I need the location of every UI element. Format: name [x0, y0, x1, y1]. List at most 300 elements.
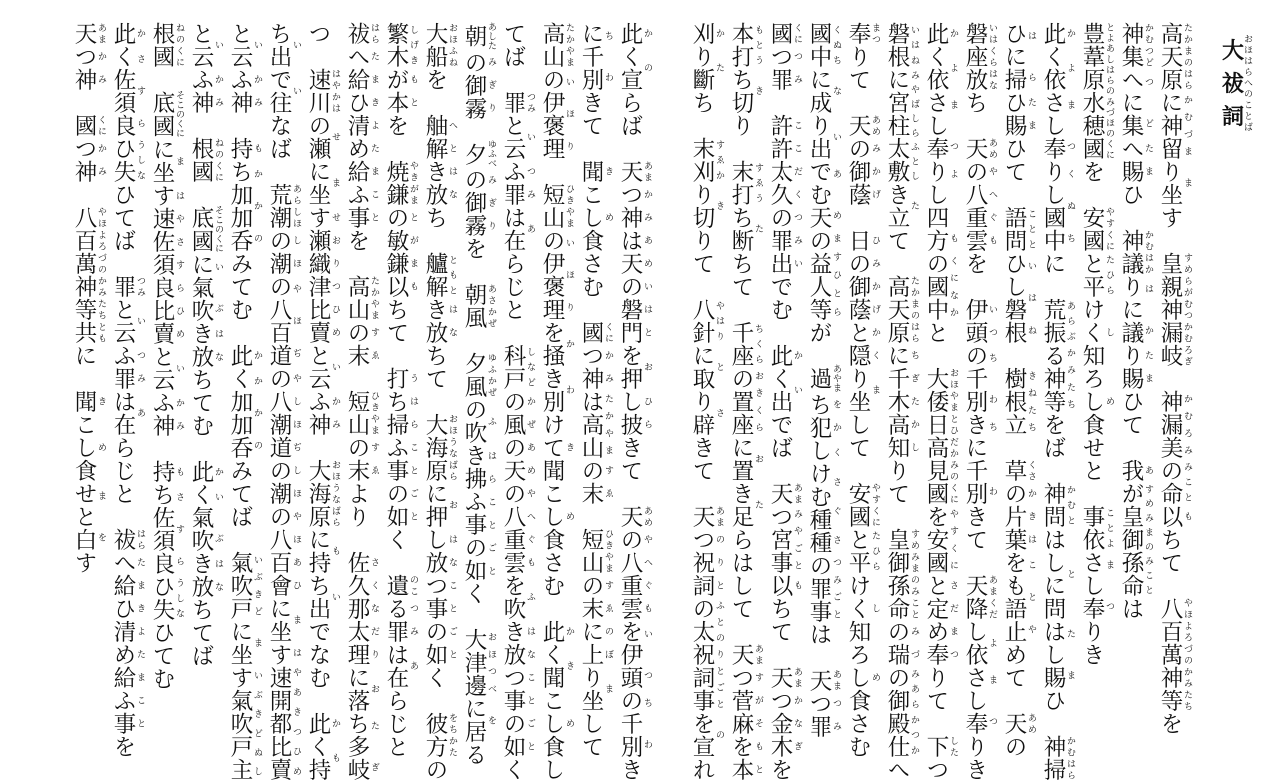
furigana-word: 繁木 しげき	[383, 22, 418, 68]
furigana-word: く聞 き	[539, 643, 574, 689]
furigana-word: の如 ごと	[461, 536, 496, 583]
text-line: 天 あまつ神 かみ 國 くにつ神 かみ 八百萬神等共 やほよろづのかみたちともに 聞 きこし食 めせと白 まをす	[71, 22, 106, 574]
furigana-word: 八百萬神等共 やほよろづのかみたちとも	[71, 206, 106, 344]
furigana-word: き足 た	[728, 482, 763, 528]
furigana-word: ち出 い	[266, 22, 301, 68]
furigana-word: 罪 つみ	[110, 275, 145, 298]
furigana-word: つ金木 かなぎ	[767, 689, 802, 758]
furigana-word: の御霧 みぎり	[461, 168, 496, 238]
furigana-word: ふ罪 つみ	[500, 160, 535, 206]
furigana-word: 天 あま	[767, 666, 802, 689]
text-line: 大船 おほふねを 舳解 へとき放 はなち 艫解 ともとき放 はなちて 大海原 おほうなばらに押 おし放 はなつ事 ことの如 ごとく 彼方 をちかたの	[422, 22, 457, 781]
furigana-word: に置 お	[728, 436, 763, 482]
furigana-word: く加加呑 かかの	[227, 367, 262, 459]
furigana-word: さし奉 まつ	[962, 666, 997, 735]
furigana-word: 下 した	[923, 735, 958, 758]
furigana-word: ふ神 かみ	[227, 68, 262, 114]
furigana-word: に氣吹 いぶ	[188, 253, 223, 323]
furigana-word: 出 い	[767, 252, 802, 275]
furigana-word: さし奉 まつ	[1079, 551, 1114, 620]
furigana-word: す瀬織津比賣 せおりつひめ	[305, 206, 340, 344]
furigana-word: つ神 かみ	[617, 183, 652, 229]
furigana-word: の如 ごと	[383, 482, 418, 528]
furigana-word: の末 すゑ	[344, 436, 379, 482]
furigana-word: の磐門 いはと	[617, 275, 652, 344]
furigana-word: 過 あやま	[806, 364, 841, 393]
furigana-word: は天 あめ	[617, 229, 652, 275]
furigana-word: は在 あ	[500, 206, 535, 252]
furigana-word: と云 い	[188, 22, 223, 68]
furigana-word: 天 あま	[617, 160, 652, 183]
furigana-word: つ罪 つみ	[806, 691, 841, 738]
furigana-word: の命 みこと	[1157, 459, 1192, 505]
furigana-word: 打 う	[383, 367, 418, 390]
furigana-word: こし食 め	[539, 689, 574, 758]
furigana-word: き放 はな	[188, 322, 223, 369]
furigana-word: り出 い	[806, 114, 841, 160]
furigana-word: 底國 そこのくに	[149, 90, 184, 139]
furigana-word: 短山 ひきやま	[539, 183, 574, 229]
furigana-word: は高山 たかやま	[578, 390, 613, 459]
furigana-word: へ給 たま	[344, 45, 379, 91]
furigana-word: つ罪 つみ	[767, 45, 802, 91]
furigana-word: ふ事 こと	[383, 436, 418, 482]
furigana-word: 草 くさ	[1001, 459, 1036, 482]
furigana-word: 國中 くぬち	[806, 22, 841, 68]
page-title	[1216, 34, 1253, 133]
furigana-word: ち断 た	[728, 206, 763, 252]
furigana-word: が皇御孫命 すめみまのみこと	[1118, 482, 1153, 597]
furigana-word: の片葉 かきは	[1001, 482, 1036, 551]
furigana-word: 大船 おほふね	[422, 22, 457, 68]
furigana-word: の天 あめ	[500, 436, 535, 482]
furigana-word: さし奉 まつ	[923, 91, 958, 160]
furigana-word: 持 も	[149, 460, 184, 484]
furigana-word: 大海原 おほうなばら	[305, 459, 340, 528]
furigana-word: 此 か	[1040, 22, 1075, 45]
furigana-word: の伊褒理 いほり	[539, 68, 574, 160]
furigana-word: 國 くに	[578, 321, 613, 344]
text-line: てば 罪 つみと云 いふ罪 つみは在 あらじと 科戸 しなどの風 かぜの天 あめの八重雲 やへぐもを吹 ふき放 はなつ事 ことの如 ごとく	[500, 22, 535, 781]
text-line: 朝 あしたの御霧 みぎり 夕 ゆふべの御霧 みぎりを 朝風 あさかぜ 夕風 ゆふかぜの吹 ふき拂 はらふ事 ことの如 ごとく 大津邊 おほつべに居 をる	[461, 22, 496, 767]
text-line: 磐根 いはねに宮柱太敷 みやばしらふとしき立 たて 高天原 たかまのはらに千木高知 ちぎたかしりて 皇御孫命 すめみまのみことの瑞 みづの御殿仕 みあらかつかへ	[884, 22, 919, 781]
furigana-word: ひ清 きよ	[344, 91, 379, 137]
furigana-word: り切 き	[689, 183, 724, 229]
furigana-word: を掻 か	[539, 321, 574, 367]
furigana-word: に宮柱太敷 みやばしらふとし	[884, 68, 919, 183]
furigana-word: に千別 ちわ	[578, 22, 613, 91]
furigana-word: ひ清 きよ	[110, 597, 145, 643]
furigana-word: に落 お	[344, 666, 379, 712]
furigana-word: に押 お	[422, 482, 457, 528]
furigana-word: 天 あめ	[845, 114, 880, 137]
furigana-word: き放 はな	[422, 160, 457, 206]
title-text: 大祓詞	[1218, 34, 1244, 133]
furigana-word: けて聞 き	[539, 413, 574, 482]
furigana-word: ち多岐 たぎ	[344, 712, 379, 781]
furigana-word: 八百萬神等 やほよろづのかみたち	[1157, 597, 1192, 712]
furigana-word: ち出 い	[305, 574, 340, 620]
furigana-word: つ神 かみ	[578, 344, 613, 390]
furigana-word: す速開都比賣 はやあきつひめ	[266, 643, 301, 781]
furigana-word: 大海原 おほうなばら	[422, 413, 457, 482]
furigana-word: 舳解 へと	[422, 114, 457, 160]
furigana-word: ち切 き	[728, 68, 763, 114]
furigana-word: りし國中 くぬち	[1040, 160, 1075, 252]
furigana-word: こし食 め	[71, 413, 106, 482]
furigana-word: 此 か	[767, 344, 802, 367]
furigana-word: き立 た	[884, 183, 919, 229]
furigana-word: に居 を	[461, 697, 496, 744]
furigana-word: けく知 し	[845, 574, 880, 643]
furigana-word: 神問 かむと	[1040, 482, 1075, 528]
furigana-word: の太祝詞事 ふとのりとごと	[689, 597, 724, 712]
furigana-word: けく知 し	[1079, 298, 1114, 367]
furigana-word: り賜 たま	[1118, 344, 1153, 390]
text-line: 國中 くぬちに成 なり出 いでむ天 あめの益人等 ますひとらが 過 あやまち犯 をかしけむ種種 くさぐさの罪事 つみごとは 天 あまつ罪 つみ	[806, 22, 841, 738]
furigana-word: 以 も	[383, 275, 418, 298]
furigana-word: の末 すゑ	[344, 321, 379, 367]
furigana-word: 科戸 しなど	[500, 344, 535, 390]
furigana-word: 神集 かむつど	[1118, 22, 1153, 68]
furigana-word: 末刈 すゑか	[689, 137, 724, 183]
furigana-word: つ宮事 みやごと	[767, 505, 802, 574]
furigana-word: こし食 め	[578, 183, 613, 252]
text-line: 磐座放 いはくらはなち 天 あめの八重雲 やへぐもを 伊頭 いつの千別 ちわきに千別 ちわきて 天降 あまくだし依 よさし奉 まつりき	[962, 22, 997, 781]
furigana-word: 天降 あまくだ	[962, 574, 997, 620]
furigana-word: ふ事 こと	[461, 490, 496, 537]
text-line: と云 いふ神 かみ 根國 ねのくに 底國 そこのくにに氣吹 いぶき放 はなちてむ 此 かく氣吹 いぶき放 はなちてば	[188, 22, 223, 668]
text-line: 此 かく佐須良 さすらひ失 うしなひてば 罪 つみと云 いふ罪 つみは在 あらじと 祓 はらへ給 たまひ清 きよめ給 たまふ事 ことを	[110, 22, 145, 758]
furigana-word: と云 い	[227, 22, 262, 68]
furigana-word: 豊葦原水穂國 とよあしはらのみづほのくに	[1079, 22, 1114, 160]
text-line: に千別 ちわきて 聞 きこし食 めさむ 國 くにつ神 かみは高山 たかやまの末 すゑ 短山 ひきやまの末 すゑに上 のぼり坐 まして	[578, 22, 613, 758]
text-line: 根國 ねのくに 底國 そこのくにに坐 ます速佐須良比賣 はやさすらひめと云 いふ神 かみ 持 もち佐須良 さすらひ失 うしなひてむ	[149, 22, 184, 691]
furigana-word: 短山 ひきやま	[578, 528, 613, 574]
furigana-word: 此 か	[305, 712, 340, 735]
furigana-word: と云 い	[110, 298, 145, 344]
text-line: と云 いふ神 かみ 持 もち加加呑 かかのみてむ 此 かく加加呑 かかのみてば 氣吹戸 いぶきどに坐 ます氣吹戸主 いぶきどぬし	[227, 22, 262, 781]
furigana-word: の八重雲 やへぐも	[617, 528, 652, 620]
furigana-word: 我 あ	[1118, 459, 1153, 482]
furigana-word: く佐須良 さすら	[110, 45, 145, 137]
furigana-word: と云 い	[305, 344, 340, 390]
furigana-word: こし食 め	[539, 482, 574, 551]
furigana-word: と平 たひら	[1079, 252, 1114, 298]
furigana-word: の敏鎌 とがま	[383, 206, 418, 275]
furigana-word: と隠 かく	[845, 321, 880, 367]
furigana-word: ふ神 かみ	[149, 391, 184, 438]
furigana-word: 夕風 ゆふかぜ	[461, 352, 496, 399]
furigana-word: と云 い	[149, 345, 184, 392]
furigana-word: はし賜 たま	[1040, 620, 1075, 689]
furigana-word: 事依 ことよ	[1079, 505, 1114, 551]
furigana-word: 荒振 あらぶ	[1040, 298, 1075, 344]
furigana-word: く氣吹 いぶ	[188, 483, 223, 553]
furigana-word: 許許太久 ここだく	[767, 114, 802, 206]
furigana-word: の御蔭 みかげ	[845, 252, 880, 321]
furigana-word: に坐 ま	[305, 160, 340, 206]
furigana-word: 佐久那太理 さくなだり	[344, 551, 379, 666]
furigana-word: ち犯 をか	[806, 392, 841, 439]
furigana-word: に坐 ま	[266, 597, 301, 643]
furigana-word: の風 かぜ	[500, 390, 535, 436]
furigana-word: へ給 たま	[110, 551, 145, 597]
furigana-word: きに千別 ちわ	[962, 413, 997, 505]
furigana-word: 以 も	[1157, 505, 1192, 528]
furigana-word: 彼方 をちかた	[422, 712, 457, 758]
furigana-word: ふ事 こと	[344, 183, 379, 229]
furigana-word: 大倭日高見國 おほやまとひだかみのくに	[923, 367, 958, 505]
text-line: 本打 もとうち切 きり 末打 すゑうち断 たちて 千座 ちくらの置座 おきくらに置 おき足 たらはして 天 あまつ菅麻 すがそを本 もと	[728, 22, 763, 781]
furigana-word: 安國 やすくに	[845, 482, 880, 528]
furigana-word: と云 い	[500, 114, 535, 160]
furigana-word: ろし食 め	[1079, 367, 1114, 436]
furigana-word: 高天原 たかまのはら	[884, 275, 919, 344]
furigana-word: ふ罪 つみ	[110, 344, 145, 390]
furigana-word: 天 あま	[806, 668, 841, 692]
furigana-word: 天 あま	[767, 482, 802, 505]
furigana-word: り坐 ま	[845, 367, 880, 413]
furigana-word: の八潮道 やしほぢ	[266, 367, 301, 459]
furigana-word: の益人等 ますひとら	[806, 229, 841, 321]
furigana-word: つ事 こと	[422, 574, 457, 620]
furigana-word: と定 さだ	[923, 574, 958, 620]
furigana-word: ち掃 はら	[383, 390, 418, 436]
title-reading: おほはらへのことば	[1242, 34, 1252, 133]
furigana-word: に上 のぼ	[578, 620, 613, 666]
furigana-word: せと白 まを	[71, 482, 106, 551]
furigana-word: の末 すゑ	[578, 459, 613, 505]
furigana-word: つ神 かみ	[71, 45, 106, 91]
furigana-word: 天 あめ	[617, 505, 652, 528]
furigana-word: 朝風 あさかぜ	[461, 283, 496, 330]
furigana-word: 底國 そこのくに	[188, 205, 223, 254]
furigana-word: 罪 つみ	[500, 91, 535, 114]
text-line: 神集 かむつどへに集 つどへ賜 たまひ 神議 かむはかりに議 はかり賜 たまひて 我 あが皇御孫命 すめみまのみことは	[1118, 22, 1153, 620]
furigana-word: が本 もと	[383, 68, 418, 114]
furigana-word: 天 あめ	[962, 137, 997, 160]
furigana-word: を本 もと	[728, 735, 763, 781]
furigana-word: き拂 はら	[461, 444, 496, 491]
furigana-word: つ事 こと	[500, 666, 535, 712]
furigana-word: 以 も	[767, 574, 802, 597]
furigana-word: さし奉 まつ	[1040, 91, 1075, 160]
title-ruby	[1218, 34, 1252, 133]
furigana-word: し依 よ	[962, 620, 997, 666]
furigana-word: く宣 の	[617, 45, 652, 91]
furigana-word: の御蔭 みかげ	[845, 137, 880, 206]
furigana-word: く依 よ	[923, 45, 958, 91]
furigana-word: の潮 しほ	[266, 459, 301, 505]
furigana-word: 大津邊 おほつべ	[461, 628, 496, 698]
furigana-word: に坐 ま	[149, 138, 184, 185]
furigana-word: 聞 き	[71, 390, 106, 413]
furigana-word: りし四方 よも	[923, 160, 958, 252]
text-line: 此 かく宣 のらば 天 あまつ神 かみは天 あめの磐門 いはとを押 おし披 ひらきて 天 あめの八重雲 やへぐもを伊頭 いつの千別 ちわき	[617, 22, 652, 781]
norito-text-body	[67, 22, 1192, 781]
furigana-word: の千別 ちわ	[962, 344, 997, 413]
text-line: 祓 はらへ給 たまひ清 きよめ給 たまふ事 ことを 高山 たかやまの末 すゑ 短山 ひきやまの末 すゑより 佐久那太理 さくなだりに落 おち多岐 たぎ	[344, 22, 379, 781]
furigana-word: 荒潮 あらしほ	[266, 183, 301, 229]
text-line: 此 かく依 よさし奉 まつりし國中 くぬちに 荒振 あらぶる神等 かみたちをば 神問 かむとはしに問 とはし賜 たまひ 神掃 かむはら	[1040, 22, 1075, 781]
furigana-word: 此 か	[923, 22, 958, 45]
furigana-word: を吹 ふ	[500, 574, 535, 620]
furigana-word: しけむ種種 くさぐさ	[806, 438, 841, 554]
furigana-word: の八重雲 やへぐも	[500, 482, 535, 574]
furigana-word: で往 い	[266, 68, 301, 114]
furigana-word: 持 も	[227, 137, 262, 160]
furigana-word: は在 あ	[383, 643, 418, 689]
furigana-word: 此 か	[227, 344, 262, 367]
furigana-word: の八重雲 やへぐも	[962, 160, 997, 252]
furigana-word: 天 あめ	[1001, 712, 1036, 735]
furigana-word: に神留 かむづま	[1157, 91, 1192, 160]
furigana-word: の如 ごと	[422, 620, 457, 666]
text-line: ひに掃 はらひ賜 たまひて 語問 こととひし磐根 いはね 樹根立 きねたち 草 くさの片葉 かきはをも語止 ことやめて 天 あめの	[1001, 22, 1036, 758]
furigana-word: をも語止 ことや	[1001, 551, 1036, 643]
furigana-word: く出 い	[767, 367, 802, 413]
furigana-word: ひ賜 たま	[1001, 91, 1036, 137]
text-line: 高山 たかやまの伊褒理 いほり 短山 ひきやまの伊褒理 いほりを掻 かき別 わけて聞 きこし食 めさむ 此 かく聞 きこし食 めし	[539, 22, 574, 781]
furigana-word: に取 と	[689, 344, 724, 390]
furigana-word: し放 はな	[422, 528, 457, 574]
furigana-word: 語問 ことと	[1001, 206, 1036, 252]
furigana-word: 國 くに	[767, 22, 802, 45]
furigana-word: 神掃 かむはら	[1040, 735, 1075, 781]
furigana-word: 刈 か	[689, 22, 724, 45]
furigana-word: 短山 ひきやま	[344, 390, 379, 436]
text-line: ち出 いで往 いなば 荒潮 あらしほの潮 しほの八百道 やほぢの八潮道 やしほぢの潮 しほの八百會 やほあひに坐 ます速開都比賣 はやあきつひめ	[266, 22, 301, 781]
furigana-word: りに議 はか	[1118, 275, 1153, 344]
furigana-word: 夕 ゆふべ	[461, 139, 496, 169]
furigana-word: でむ天 あめ	[806, 160, 841, 229]
furigana-word: ふ事 こと	[110, 689, 145, 735]
furigana-word: は在 あ	[110, 390, 145, 436]
furigana-word: の潮 しほ	[266, 229, 301, 275]
furigana-word: の御霧 みぎり	[461, 50, 496, 120]
furigana-word: の瑞 みづ	[884, 620, 919, 666]
furigana-word: の御殿仕 みあらかつか	[884, 666, 919, 758]
furigana-word: に坐 ま	[227, 620, 262, 666]
furigana-word: に成 な	[806, 68, 841, 114]
furigana-word: の吹 ふ	[461, 398, 496, 445]
furigana-word: き放 はな	[500, 620, 535, 666]
furigana-word: 伊頭 いつ	[962, 298, 997, 344]
furigana-word: ち佐須良 さすら	[149, 483, 184, 576]
furigana-word: ひ失 うしな	[110, 137, 145, 183]
furigana-word: 根國 ねのくに	[149, 22, 184, 68]
furigana-word: 日 ひ	[845, 229, 880, 252]
furigana-word: ひに掃 はら	[1001, 22, 1036, 91]
furigana-word: ひ失 うしな	[149, 575, 184, 622]
furigana-word: の八百會 やほあひ	[266, 505, 301, 597]
furigana-word: 根國 ねのくに	[188, 137, 223, 183]
furigana-word: 本打 もとう	[728, 22, 763, 68]
furigana-word: め給 たま	[344, 137, 379, 183]
furigana-word: 高山 たかやま	[344, 275, 379, 321]
furigana-word: す速佐須良比賣 はやさすらひめ	[149, 184, 184, 346]
furigana-word: 氣吹戸 いぶきど	[227, 551, 262, 620]
furigana-word: ふ神 かみ	[188, 68, 223, 114]
furigana-word: 祓 はら	[110, 528, 145, 551]
text-line: 奉 まつりて 天 あめの御蔭 みかげ 日 ひの御蔭 みかげと隠 かくり坐 まして 安國 やすくにと平 たひらけく知 しろし食 めさむ	[845, 22, 880, 758]
text-line: 國 くにつ罪 つみ 許許太久 ここだくの罪 つみ出 いでむ 此 かく出 いでば 天 あまつ宮事 みやごと以 もちて 天 あまつ金木 かなぎを	[767, 22, 802, 781]
furigana-word: き別 わ	[539, 367, 574, 413]
furigana-word: 朝 あした	[461, 22, 496, 51]
furigana-word: つ神 かみ	[71, 137, 106, 183]
furigana-word: り坐 ま	[1157, 160, 1192, 206]
furigana-word: 艫解 ともと	[422, 252, 457, 298]
furigana-word: 皇親神漏岐 すめらがむつかむろぎ	[1157, 252, 1192, 367]
furigana-word: の如 ごと	[500, 712, 535, 758]
furigana-word: を安國 やすくに	[923, 505, 958, 574]
furigana-word: の罪事 つみごと	[806, 553, 841, 623]
furigana-word: へ賜 たま	[1118, 137, 1153, 183]
furigana-word: 皇御孫命 すめみまのみこと	[884, 528, 919, 620]
furigana-word: 高山 たかやま	[539, 22, 574, 68]
furigana-word: 安國 やすくに	[1079, 206, 1114, 252]
furigana-word: と平 たひら	[845, 528, 880, 574]
furigana-word: を伊頭 いつ	[617, 620, 652, 689]
furigana-word: す氣吹戸主 いぶきどぬし	[227, 666, 262, 781]
furigana-word: め奉 まつ	[923, 620, 958, 666]
furigana-word: に持 も	[305, 528, 340, 574]
furigana-word: はしに問 と	[1040, 528, 1075, 620]
furigana-word: 磐根 いはね	[884, 22, 919, 68]
furigana-word: り斷 た	[689, 45, 724, 91]
text-line: つ 速川 はやかはの瀬 せに坐 ます瀬織津比賣 せおりつひめと云 いふ神 かみ 大海原 おほうなばらに持 もち出 いでなむ 此 かく持 も	[305, 22, 340, 781]
furigana-word: 速川 はやかは	[305, 68, 340, 114]
furigana-word: 祓 はら	[344, 22, 379, 45]
furigana-word: 神議 かむはか	[1118, 229, 1153, 275]
furigana-word: 天 あま	[728, 643, 763, 666]
furigana-word: 此 か	[188, 460, 223, 484]
furigana-word: ろし食 め	[845, 643, 880, 712]
furigana-word: く依 よ	[1040, 45, 1075, 91]
text-line: 此 かく依 よさし奉 まつりし四方 よもの國中 くになかと 大倭日高見國 おほやまとひだかみのくにを安國 やすくにと定 さだめ奉 まつりて 下 したつ	[923, 22, 958, 781]
furigana-word: 八針 やはり	[689, 298, 724, 344]
furigana-word: し披 ひら	[617, 390, 652, 436]
furigana-word: 此 か	[539, 620, 574, 643]
furigana-word: る神等 かみたち	[1040, 344, 1075, 413]
furigana-word: つ菅麻 すがそ	[728, 666, 763, 735]
furigana-word: 此 か	[110, 22, 145, 45]
furigana-word: 神漏美 かむろみ	[1157, 390, 1192, 459]
furigana-word: く持 も	[305, 735, 340, 781]
furigana-word: の八百道 やほぢ	[266, 275, 301, 367]
furigana-word: の國中 くになか	[923, 252, 958, 321]
furigana-word: 天 あま	[71, 22, 106, 45]
furigana-word: へに集 つど	[1118, 68, 1153, 137]
paragraph-break	[652, 22, 685, 698]
furigana-word: の置座 おきくら	[728, 367, 763, 436]
furigana-word: き放 はな	[422, 298, 457, 344]
furigana-word: き放 はな	[188, 552, 223, 599]
furigana-word: ふ神 かみ	[305, 390, 340, 436]
furigana-word: り辟 さ	[689, 390, 724, 436]
furigana-word: に千木高知 ちぎたかし	[884, 344, 919, 459]
furigana-word: 遺 のこ	[383, 574, 418, 597]
furigana-word: 此 か	[617, 22, 652, 45]
furigana-word: 千座 ちくら	[728, 321, 763, 367]
furigana-word: め給 たま	[110, 643, 145, 689]
furigana-word: を押 お	[617, 344, 652, 390]
furigana-word: の瀬 せ	[305, 114, 340, 160]
furigana-word: 高天原 たかまのはら	[1157, 22, 1192, 91]
furigana-word: 樹根立 きねたち	[1001, 367, 1036, 436]
furigana-word: 末打 すゑう	[728, 160, 763, 206]
